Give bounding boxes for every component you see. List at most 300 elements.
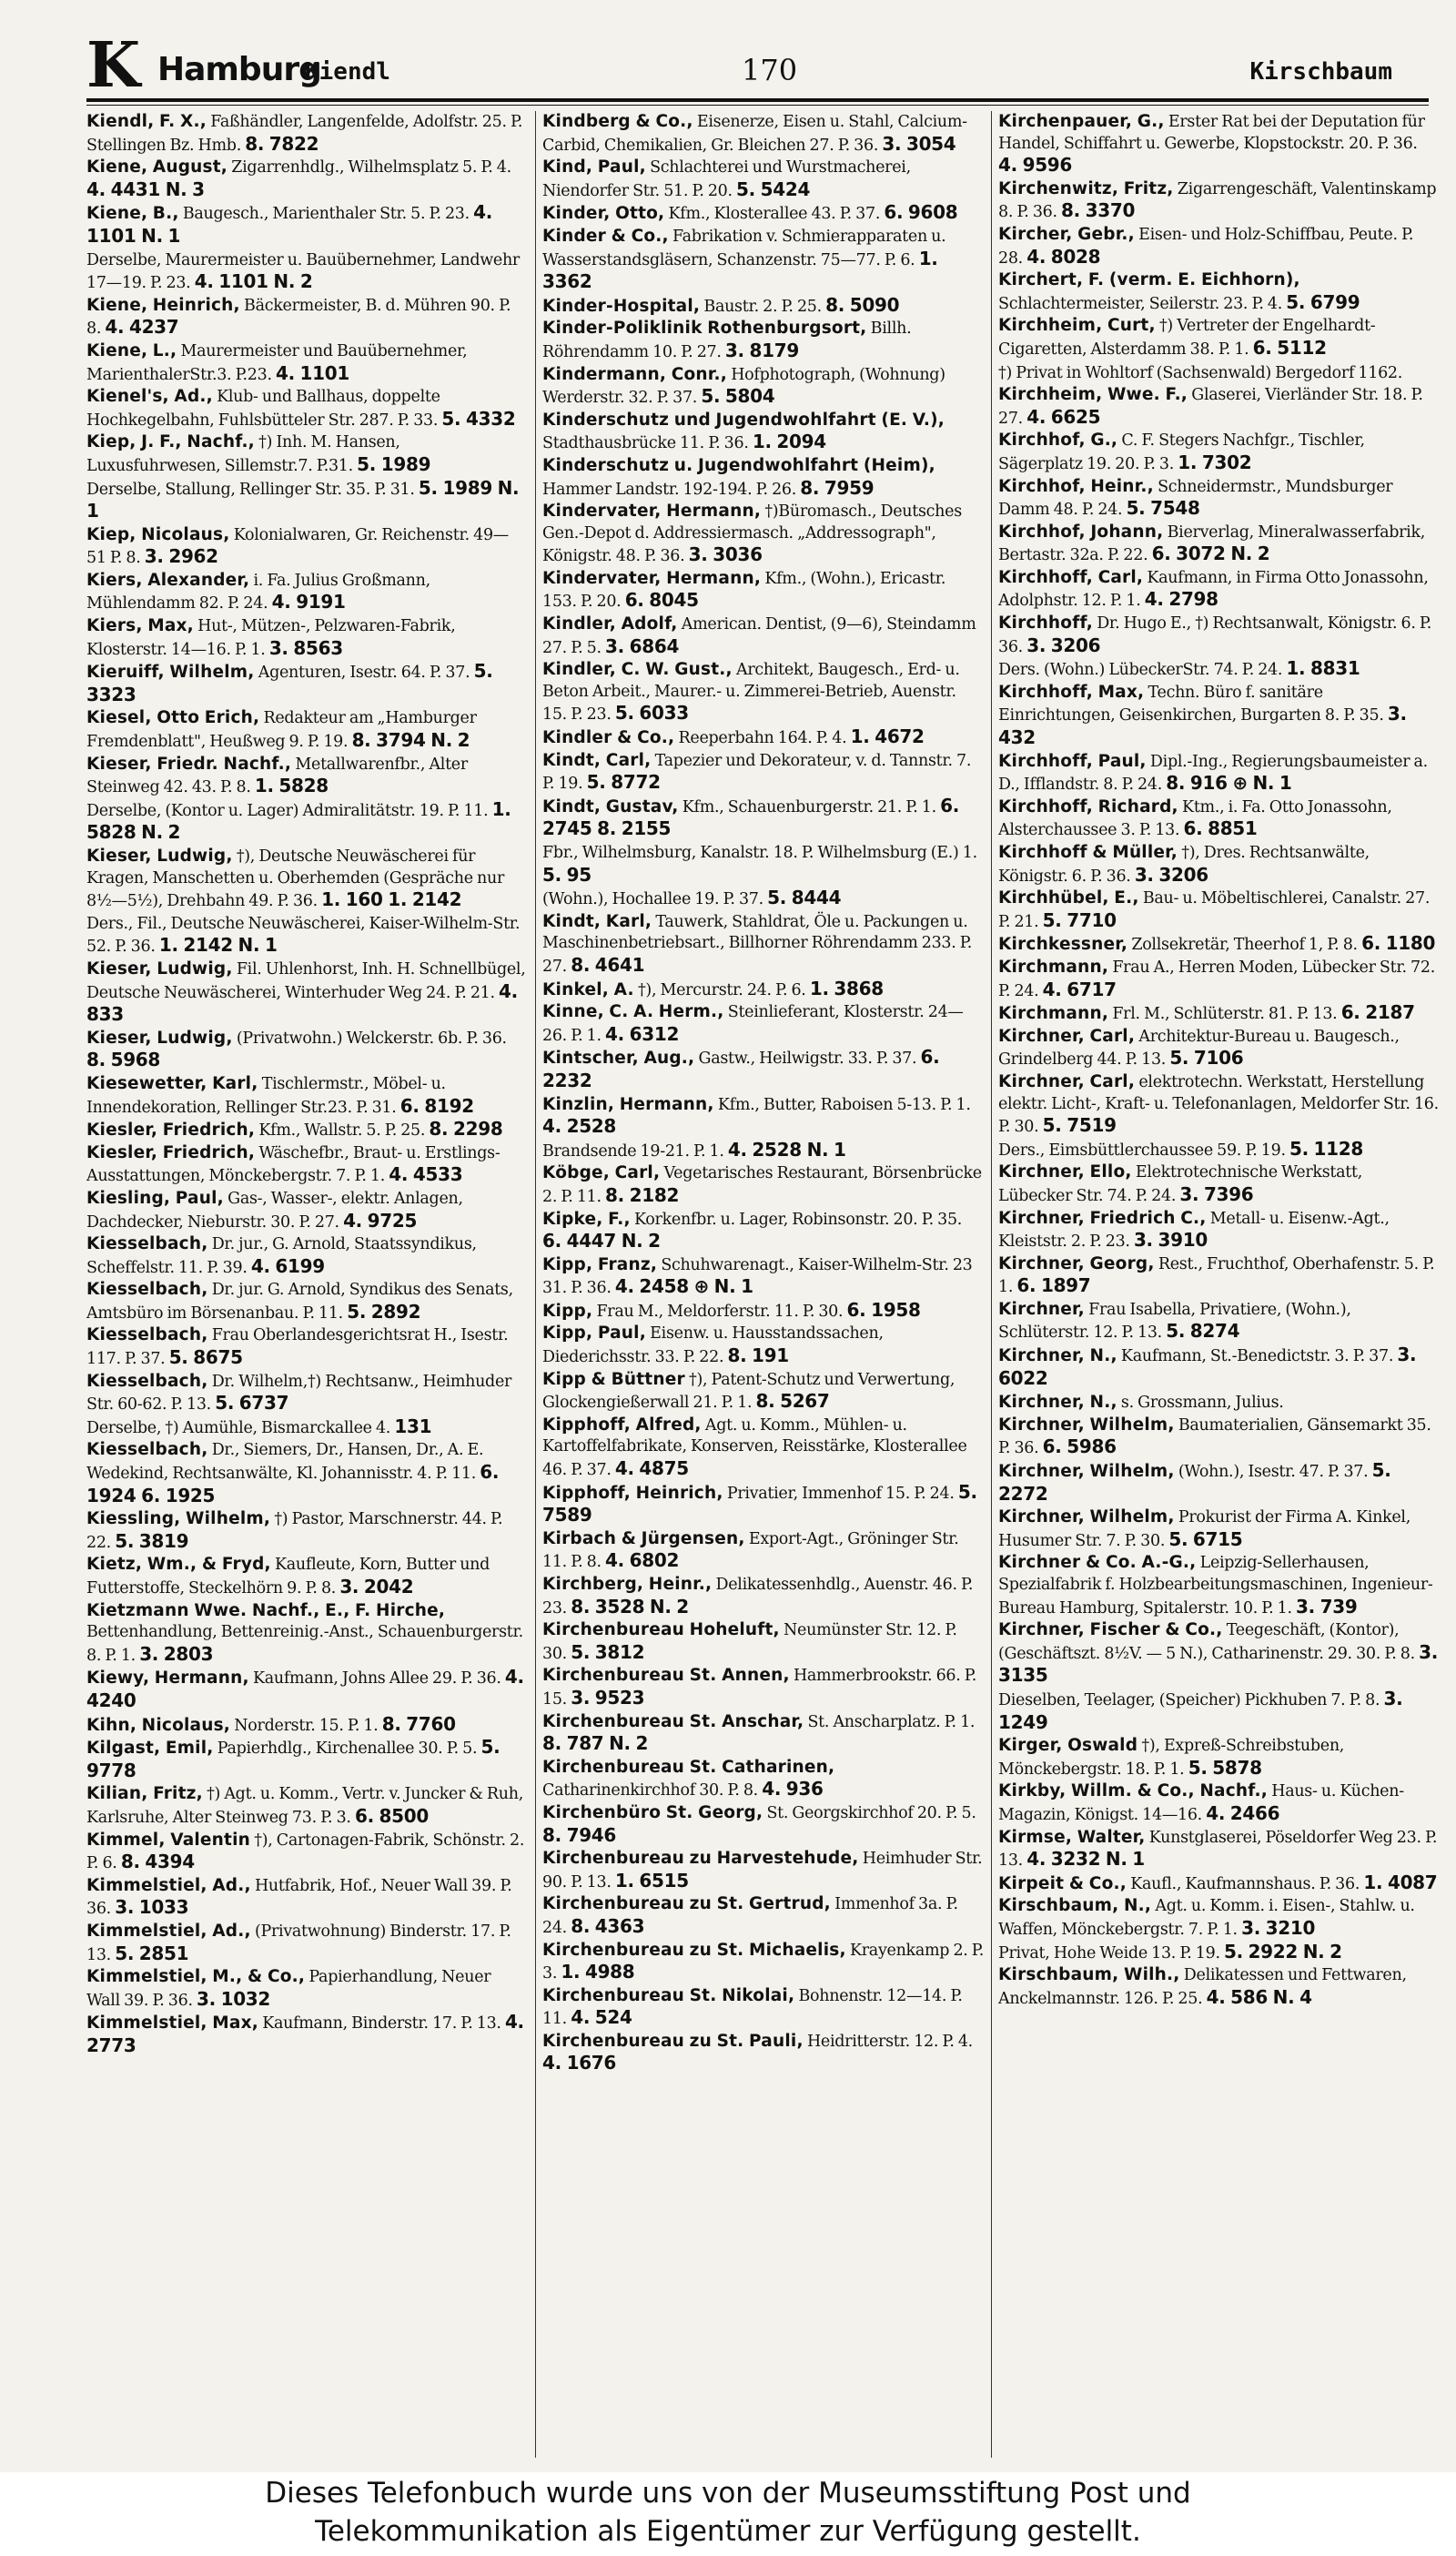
directory-entry [86, 1554, 528, 1599]
directory-entry [86, 1233, 528, 1279]
directory-entry [542, 1893, 984, 1939]
directory-entry [542, 1254, 984, 1300]
entry-phone-number: 5. 7519 [1042, 1114, 1117, 1137]
entry-name: Kirchenbureau zu St. Gertrud, [542, 1894, 831, 1914]
entry-phone-number: 4. 4240 [86, 1666, 524, 1711]
entry-details: Kaufmann, Johns Allee 29. P. 36. [248, 1669, 505, 1689]
entry-details: Tauwerk, Stahldrat, Öle u. Packungen u. Maschinenbetriebsart., Billhorner Röhrendamm 233. P. 27. [542, 912, 972, 976]
entry-details: Kfm., Butter, Raboisen 5-13. P. 1. [713, 1095, 971, 1114]
entry-name: Kindt, Karl, [542, 911, 652, 931]
entry-phone-number: 5. 1128 [1289, 1137, 1364, 1160]
entry-name: Kindt, Gustav, [542, 796, 679, 816]
entry-details: Dr. Wilhelm,†) Rechtsanw., Heimhuder Str. 60-62. P. 13. [86, 1372, 512, 1415]
entry-name: Kietzmann Wwe. Nachf., E., F. Hirche, [86, 1600, 446, 1620]
entry-name: Kirchhof, G., [998, 431, 1118, 451]
directory-entry [542, 1711, 984, 1757]
entry-name: Kimmelstiel, Ad., [86, 1875, 251, 1895]
entry-details: Brandsende 19-21. P. 1. [542, 1141, 728, 1161]
entry-details: Rest., Fruchthof, Oberhafenstr. 5. P. 1. [998, 1254, 1435, 1297]
entry-phone-number: 4. 2466 [1206, 1801, 1280, 1824]
entry-phone-number: 4. 6717 [1042, 978, 1117, 1000]
entry-name: Kimmel, Valentin [86, 1830, 250, 1850]
page-header [86, 29, 1429, 102]
entry-name: Kirchner, Fischer & Co., [998, 1620, 1223, 1640]
entry-details: †)Büromasch., Deutsches Gen.-Depot d. Addressiermasch. „Addressograph", Königstr. 48. P. 36. [542, 502, 962, 566]
entry-phone-number: 6. 8192 [399, 1094, 474, 1117]
entry-name: Kirchberg, Heinr., [542, 1575, 713, 1594]
entry-phone-number: 8. 2182 [605, 1183, 680, 1206]
header-rule-thin [86, 105, 1429, 106]
directory-entry [86, 615, 528, 661]
directory-entry [542, 1415, 984, 1482]
entry-details: (Privatwohn.) Welckerstr. 6b. P. 36. [232, 1029, 507, 1048]
entry-phone-number: 5. 5424 [736, 178, 811, 200]
entry-name: Kiene, August, [86, 157, 228, 178]
directory-entry [998, 1208, 1440, 1253]
entry-name: Kind, Paul, [542, 157, 646, 178]
entry-name: Kirchner, Carl, [998, 1026, 1136, 1046]
directory-entry [542, 226, 984, 295]
directory-entry [86, 1830, 528, 1875]
entry-name: Kirmse, Walter, [998, 1827, 1146, 1847]
entry-phone-number: 5. 8675 [168, 1346, 243, 1369]
directory-entry [542, 1574, 984, 1619]
entry-name: Kindervater, Hermann, [542, 568, 762, 588]
entry-details: Kfm., Schauenburgerstr. 21. P. 1. [678, 797, 941, 816]
directory-entry [86, 1324, 528, 1370]
entry-phone-number: 3. 9523 [571, 1686, 645, 1709]
entry-phone-number: 8. 5267 [755, 1390, 830, 1413]
entry-details: Kfm., Wallstr. 5. P. 25. [255, 1121, 430, 1141]
directory-entry [542, 1300, 984, 1324]
entry-phone-number: 4. 6625 [1026, 405, 1101, 428]
directory-entry [542, 111, 984, 157]
entry-details: Haus- u. Küchen-Magazin, Königst. 14—16. [998, 1782, 1404, 1824]
entry-details: Bierverlag, Mineralwasserfabrik, Bertastr. 32a. P. 22. [998, 522, 1426, 565]
entry-name: Kinder, Otto, [542, 204, 665, 224]
directory-entry [998, 476, 1440, 522]
directory-entry [86, 1714, 528, 1738]
entry-name: Kirchkessner, [998, 935, 1128, 955]
entry-phone-number: 4. 524 [571, 2006, 632, 2029]
entry-details: (Privatwohnung) Binderstr. 17. P. 13. [86, 1922, 511, 1964]
directory-entry [998, 613, 1440, 658]
entry-name: Kimmelstiel, M., & Co., [86, 1967, 306, 1987]
directory-entry [542, 1001, 984, 1047]
entry-name: Kimmelstiel, Max, [86, 2013, 258, 2034]
entry-name: Kirchheim, Curt, [998, 316, 1156, 336]
entry-phone-number: 3. 7396 [1179, 1182, 1254, 1205]
directory-entry [998, 1071, 1440, 1139]
entry-phone-number: 6. 5112 [1252, 336, 1327, 359]
entry-details: Gas-, Wasser-, elektr. Anlagen, Dachdecker, Nieburstr. 30. P. 27. [86, 1189, 463, 1232]
entry-details: Schuhwarenagt., Kaiser-Wilhelm-Str. 23 31. P. 36. [542, 1255, 973, 1298]
directory-entry [86, 1119, 528, 1142]
entry-name: Kirschbaum, Wilh., [998, 1965, 1180, 1985]
directory-entry [542, 796, 984, 842]
directory-entry [86, 2012, 528, 2058]
directory-entry [998, 384, 1440, 430]
entry-name: Kirchner, Wilhelm, [998, 1415, 1175, 1435]
entry-phone-number: 8. 7946 [542, 1823, 617, 1846]
entry-phone-number: 5. 4332 [441, 407, 516, 430]
entry-details: Kaufl., Kaufmannshaus. P. 36. [1126, 1874, 1364, 1893]
directory-entry [542, 1047, 984, 1093]
entry-phone-number: 4. 1101 N. 2 [194, 270, 313, 293]
entry-name: Kirchhof, Heinr., [998, 476, 1154, 496]
entry-name: Kiene, B., [86, 204, 179, 224]
entry-name: Kindt, Carl, [542, 750, 652, 770]
entry-name: Kiessling, Wilhelm, [86, 1509, 271, 1529]
entry-phone-number: 3. 2962 [144, 545, 218, 568]
directory-column-2 [542, 111, 984, 2458]
entry-name: Kinder-Poliklinik Rothenburgsort, [542, 319, 867, 339]
entry-name: Kieser, Ludwig, [86, 958, 233, 979]
entry-name: Kipp, Paul, [542, 1324, 646, 1344]
entry-details: Bohnenstr. 12—14. P. 11. [542, 1986, 963, 2029]
entry-phone-number: 6. 1958 [846, 1298, 921, 1321]
entry-phone-number: 3. 1249 [998, 1687, 1403, 1733]
archive-notice-line-1: Dieses Telefonbuch wurde uns von der Museumsstiftung Post und [265, 2477, 1191, 2510]
entry-phone-number: 3. 2803 [139, 1642, 214, 1665]
entry-details: Fabrikation v. Schmierapparaten u. Wasserstandsgläsern, Schanzenstr. 75—77. P. 6. [542, 227, 946, 269]
entry-details: Zigarrenhdlg., Wilhelmsplatz 5. P. 4. [228, 158, 511, 178]
entry-phone-number: 4. 6802 [605, 1549, 680, 1572]
entry-phone-number: 5. 5804 [701, 385, 775, 408]
entry-phone-number: 1. 2142 N. 1 [158, 934, 278, 957]
directory-entry [542, 455, 984, 501]
entry-details: Dieselben, Teelager, (Speicher) Pickhuben 7. P. 8. [998, 1690, 1384, 1709]
directory-entry [542, 1369, 984, 1415]
entry-details: Norderstr. 15. P. 1. [230, 1716, 382, 1735]
entry-details: Architektur-Bureau u. Baugesch., Grindelberg 44. P. 13. [998, 1027, 1400, 1070]
directory-entry [998, 567, 1440, 613]
directory-entry [998, 933, 1440, 957]
directory-entry [542, 1528, 984, 1574]
entry-phone-number: 5. 7548 [1126, 497, 1200, 520]
entry-phone-number: 4. 3232 N. 1 [1026, 1848, 1145, 1871]
directory-entry [998, 751, 1440, 796]
directory-entry [542, 1757, 984, 1802]
entry-name: Kinder & Co., [542, 226, 669, 246]
entry-phone-number: 8. 7822 [245, 132, 319, 155]
directory-entry [998, 1139, 1440, 1162]
entry-name: Kirchenbureau zu St. Michaelis, [542, 1940, 846, 1960]
entry-phone-number: 4. 9191 [271, 591, 346, 614]
entry-details: Heidritterstr. 12. P. 4. [803, 2032, 973, 2051]
entry-phone-number: 4. 1676 [542, 2052, 617, 2074]
entry-phone-number: 6. 1180 [1361, 932, 1436, 955]
entry-details: Fil. Uhlenhorst, Inh. H. Schnellbügel, Deutsche Neuwäscherei, Winterhuder Weg 24. P. 21. [86, 959, 526, 1002]
entry-name: Kieser, Ludwig, [86, 847, 233, 866]
entry-details: s. Grossmann, Julius. [1117, 1394, 1284, 1413]
entry-phone-number: 5. 6715 [1168, 1527, 1243, 1550]
entry-phone-number: 5. 8772 [586, 771, 661, 794]
directory-entry [86, 1371, 528, 1416]
directory-entry [998, 361, 1440, 385]
entry-name: Kiesselbach, [86, 1234, 208, 1254]
entry-phone-number: 131 [394, 1415, 432, 1437]
entry-name: Kilian, Fritz, [86, 1784, 203, 1804]
entry-details: Immenhof 3a. P. 24. [542, 1895, 958, 1937]
entry-details: Kaufmann, Binderstr. 17. P. 13. [258, 2014, 505, 2034]
entry-details: †), Expreß-Schreibstuben, Mönckebergstr. 18. P. 1. [998, 1737, 1345, 1779]
entry-phone-number: 5. 1989 N. 1 [86, 476, 520, 522]
entry-details: Baustr. 2. P. 25. [700, 297, 826, 316]
directory-entry [86, 1279, 528, 1324]
directory-entry [998, 1506, 1440, 1552]
entry-phone-number: 8. 4394 [120, 1851, 195, 1873]
entry-details: Teegeschäft, (Kontor), (Geschäftszt. 8½V. — 5 N.), Catharinenstr. 29. 30. P. 8. [998, 1621, 1420, 1663]
entry-details: Redakteur am „Hamburger Fremdenblatt", Heußweg 9. P. 19. [86, 709, 477, 752]
entry-phone-number: 4. 6312 [605, 1022, 680, 1045]
entry-name: Kirchner, Friedrich C., [998, 1208, 1207, 1228]
directory-entry [86, 1188, 528, 1233]
entry-phone-number: 5. 5878 [1188, 1756, 1262, 1779]
entry-name: Kirchenbureau St. Nikolai, [542, 1985, 795, 2005]
entry-name: Kiendl, F. X., [86, 112, 207, 131]
entry-details: Bau- u. Möbeltischlerei, Canalstr. 27. P. 21. [998, 889, 1431, 931]
entry-phone-number: 5. 8274 [1166, 1320, 1240, 1343]
entry-name: Kiesselbach, [86, 1325, 208, 1345]
entry-details: Frau A., Herren Moden, Lübecker Str. 72. P. 24. [998, 958, 1435, 1000]
entry-phone-number: 4. 586 N. 4 [1206, 1985, 1312, 2008]
directory-entry [542, 1665, 984, 1710]
directory-entry [542, 501, 984, 568]
entry-name: Kipp, Franz, [542, 1254, 658, 1274]
entry-name: Kinderschutz u. Jugendwohlfahrt (Heim), [542, 455, 935, 475]
directory-entry [542, 726, 984, 750]
directory-entry [998, 1299, 1440, 1344]
entry-name: Kirschbaum, N., [998, 1896, 1152, 1916]
entry-details: Steinlieferant, Klosterstr. 24—26. P. 1. [542, 1003, 964, 1045]
directory-entry [998, 178, 1440, 224]
directory-entry [998, 224, 1440, 269]
entry-details: †) Pastor, Marschnerstr. 44. P. 22. [86, 1510, 503, 1552]
entry-name: Kinderschutz und Jugendwohlfahrt (E. V.), [542, 410, 945, 430]
directory-entry [86, 524, 528, 570]
entry-details: Stadthausbrücke 11. P. 36. [542, 434, 753, 453]
entry-details: Klub- und Ballhaus, doppelte Hochkegelbahn, Fuhlsbütteler Str. 287. P. 33. [86, 388, 442, 430]
entry-details: Papierhdlg., Kirchenallee 30. P. 5. [213, 1740, 481, 1759]
directory-entry [542, 979, 984, 1002]
entry-details: Kunstglaserei, Pöseldorfer Weg 23. P. 13. [998, 1828, 1438, 1871]
entry-name: Kiesselbach, [86, 1280, 208, 1300]
entry-phone-number: 8. 4363 [571, 1914, 645, 1937]
entry-details: †), Cartonagen-Fabrik, Schönstr. 2. P. 6. [86, 1831, 525, 1873]
entry-phone-number: 5. 3812 [571, 1640, 645, 1663]
entry-phone-number: 1. 3868 [809, 977, 884, 999]
directory-entry [998, 796, 1440, 842]
entry-name: Kipphoff, Heinrich, [542, 1483, 723, 1503]
directory-entry [542, 750, 984, 796]
directory-entry [86, 1966, 528, 2012]
entry-phone-number: 4. 9596 [998, 154, 1073, 177]
directory-entry [542, 202, 984, 226]
directory-entry [542, 2031, 984, 2076]
entry-phone-number: 5. 3323 [86, 660, 493, 705]
directory-entry [998, 315, 1440, 360]
entry-details: Dr. jur., G. Arnold, Staatssyndikus, Scheffelstr. 11. P. 39. [86, 1235, 477, 1277]
entry-name: Kiene, L., [86, 340, 177, 360]
directory-entry [86, 1667, 528, 1713]
entry-name: Kirchhoff, Carl, [998, 567, 1144, 587]
entry-name: Kietz, Wm., & Fryd, [86, 1555, 271, 1575]
entry-name: Kirpeit & Co., [998, 1873, 1127, 1893]
entry-phone-number: 4. 936 [762, 1778, 824, 1800]
entry-phone-number: 3. 1033 [115, 1896, 189, 1919]
directory-entry [86, 1600, 528, 1668]
directory-entry [998, 888, 1440, 933]
entry-details: Kaufleute, Korn, Butter und Futterstoffe, Steckelhörn 9. P. 8. [86, 1556, 490, 1598]
entry-phone-number: 1. 4087 [1363, 1871, 1438, 1893]
directory-entry [998, 1827, 1440, 1872]
entry-name: Kirchenbureau Hoheluft, [542, 1620, 780, 1640]
entry-phone-number: 6. 4447 N. 2 [542, 1230, 661, 1253]
entry-details: Hut-, Mützen-, Pelzwaren-Fabrik, Klosterstr. 14—16. P. 1. [86, 617, 456, 659]
directory-entry [542, 1802, 984, 1848]
entry-phone-number: 3. 8563 [268, 636, 343, 659]
directory-entry [998, 1942, 1440, 1965]
directory-column-1 [86, 111, 528, 2458]
entry-phone-number: 1. 5828 [254, 775, 329, 797]
entry-details: Metall- u. Eisenw.-Agt., Kleiststr. 2. P. 23. [998, 1209, 1390, 1252]
entry-details: Hammer Landstr. 192-194. P. 26. [542, 480, 801, 499]
entry-name: Kipp, [542, 1301, 593, 1321]
entry-name: Kieser, Friedr. Nachf., [86, 754, 292, 774]
directory-entry [86, 157, 528, 202]
entry-name: Kirchhoff, Paul, [998, 751, 1147, 771]
directory-entry [86, 799, 528, 846]
entry-phone-number: 8. 3528 N. 2 [571, 1595, 689, 1618]
directory-entry [542, 568, 984, 614]
entry-details: Frau M., Meldorferstr. 11. P. 30. [592, 1302, 847, 1321]
entry-details: †) Agt. u. Komm., Vertr. v. Juncker & Ruh, Karlsruhe, Alter Steinweg 73. P. 3. [86, 1785, 524, 1827]
entry-details: St. Georgskirchhof 20. P. 5. [763, 1803, 976, 1822]
entry-details: Dipl.-Ing., Regierungsbaumeister a. D., Ifflandstr. 8. P. 24. [998, 752, 1428, 795]
entry-details: Frau Oberlandesgerichtsrat H., Isestr. 117. P. 37. [86, 1326, 509, 1369]
directory-entry [998, 957, 1440, 1002]
entry-details: Papierhandlung, Neuer Wall 39. P. 36. [86, 1968, 491, 2010]
entry-details: Kaufmann, St.-Benedictstr. 3. P. 37. [1117, 1347, 1398, 1366]
entry-name: Kirchmann, [998, 1004, 1109, 1024]
entry-details: Ders. (Wohn.) LübeckerStr. 74. P. 24. [998, 661, 1287, 680]
directory-entry [86, 1439, 528, 1508]
directory-entry [86, 913, 528, 958]
directory-entry [542, 1985, 984, 2031]
column-divider [991, 111, 992, 2458]
entry-details: †), Patent-Schutz und Verwertung, Glockengießerwall 21. P. 1. [542, 1370, 956, 1413]
entry-name: Kiep, Nicolaus, [86, 524, 230, 544]
entry-name: Kirchner & Co. A.-G., [998, 1553, 1197, 1573]
directory-entry [86, 661, 528, 707]
entry-details: Vegetarisches Restaurant, Börsenbrücke 2. P. 11. [542, 1164, 982, 1206]
directory-entry [998, 1689, 1440, 1735]
directory-entry [542, 364, 984, 410]
entry-details: St. Anscharplatz. P. 1. [804, 1712, 976, 1731]
entry-details: Fbr., Wilhelmsburg, Kanalstr. 18. P. Wilhelmsburg (E.) 1. [542, 844, 977, 862]
entry-details: elektrotechn. Werkstatt, Herstellung elektr. Licht-, Kraft- u. Telefonanlagen, Meldorfer Str. 16. P. 30. [998, 1072, 1439, 1137]
entry-phone-number: 4. 6199 [250, 1254, 325, 1277]
entry-phone-number: 8. 7959 [800, 476, 875, 499]
entry-details: Billh. Röhrendamm 10. P. 27. [542, 320, 912, 361]
entry-name: Kirkby, Willm. & Co., Nachf., [998, 1781, 1268, 1801]
entry-phone-number: 1. 160 1. 2142 [321, 888, 462, 911]
entry-details: Techn. Büro f. sanitäre Einrichtungen, Geisenkirchen, Burgarten 8. P. 35. [998, 683, 1388, 725]
entry-name: Kirchmann, [998, 957, 1109, 977]
entry-name: Kirchner, Wilhelm, [998, 1462, 1175, 1482]
directory-entry [542, 659, 984, 726]
directory-entry [542, 1619, 984, 1665]
entry-phone-number: 3. 3210 [1241, 1916, 1316, 1939]
entry-phone-number: 4. 2798 [1144, 588, 1218, 611]
directory-entry [998, 1895, 1440, 1941]
archive-notice-line-2: Telekommunikation als Eigentümer zur Verfügung gestellt. [315, 2515, 1141, 2548]
entry-name: Kilgast, Emil, [86, 1739, 214, 1759]
entry-name: Kindler & Co., [542, 728, 675, 748]
entry-phone-number: 1. 8831 [1286, 657, 1360, 680]
entry-name: Kiesler, Friedrich, [86, 1121, 256, 1141]
entry-details: Zigarrengeschäft, Valentinskamp 8. P. 36. [998, 179, 1437, 222]
entry-phone-number: 4. 2773 [86, 2011, 524, 2056]
entry-details: Krayenkamp 2. P. 3. [542, 1941, 984, 1983]
entry-phone-number: 5. 95 [542, 863, 592, 886]
entry-details: American. Dentist, (9—6), Steindamm 27. P. 5. [542, 615, 976, 657]
entry-details: i. Fa. Julius Großmann, Mühlendamm 82. P. 24. [86, 571, 430, 614]
directory-entry [86, 1028, 528, 1073]
entry-phone-number: 4. 2458 ⊕ N. 1 [614, 1275, 753, 1298]
entry-name: Kindler, C. W. Gust., [542, 660, 733, 680]
entry-phone-number: 3. 1032 [197, 1987, 271, 2010]
entry-phone-number: 5. 8444 [767, 887, 842, 909]
directory-entry [86, 478, 528, 524]
entry-details: Metallwarenfbr., Alter Steinweg 42. 43. P. 8. [86, 755, 468, 797]
entry-phone-number: 4. 2528 N. 1 [727, 1138, 846, 1161]
directory-entry [86, 1073, 528, 1119]
entry-phone-number: 3. 3036 [688, 543, 763, 566]
directory-entry [542, 1323, 984, 1368]
directory-entry [542, 1140, 984, 1163]
entry-phone-number: 4. 1101 [275, 361, 350, 384]
directory-entry [86, 431, 528, 477]
directory-entry [86, 1875, 528, 1921]
entry-details: Elektrotechnische Werkstatt, Lübecker Str. 74. P. 24. [998, 1163, 1362, 1205]
entry-phone-number: 4. 4237 [105, 316, 179, 339]
entry-details: Architekt, Baugesch., Erd- u. Beton Arbeit., Maurer.- u. Zimmerei-Betrieb, Auenstr. 15. P. 23. [542, 661, 960, 725]
entry-details: †), Deutsche Neuwäscherei für Kragen, Manschetten u. Oberhemden (Gespräche nur 8½—5½), Drehbahn 49. P. 36. [86, 847, 505, 911]
entry-phone-number: 8. 7760 [381, 1712, 456, 1735]
entry-details: Tischlermstr., Möbel- u. Innendekoration, Rellinger Str.23. P. 31. [86, 1074, 446, 1117]
directory-entry [542, 157, 984, 202]
entry-name: Kirchenbureau zu Harvestehude, [542, 1849, 859, 1869]
entry-name: Kipp & Büttner [542, 1369, 685, 1389]
directory-entry [86, 1921, 528, 1966]
entry-name: Kirchner, N., [998, 1393, 1117, 1413]
entry-details: †) Privat in Wohltorf (Sachsenwald) Bergedorf 1162. [998, 363, 1403, 382]
entry-name: Kirchenbüro St. Georg, [542, 1802, 763, 1822]
entry-name: Kiene, Heinrich, [86, 295, 240, 315]
entry-phone-number: 5. 7106 [1169, 1047, 1244, 1070]
entry-details: Derselbe, (Kontor u. Lager) Admiralitätstr. 19. P. 11. [86, 801, 492, 820]
entry-name: Kirchner, Carl, [998, 1071, 1136, 1091]
directory-entry [998, 111, 1440, 178]
directory-entry [998, 1002, 1440, 1026]
entry-details: Gastw., Heilwigstr. 33. P. 37. [694, 1050, 921, 1069]
entry-name: Kintscher, Aug., [542, 1049, 695, 1069]
entry-name: Kinder-Hospital, [542, 296, 701, 316]
directory-entry [998, 682, 1440, 751]
entry-name: Kirchenbureau St. Catharinen, [542, 1757, 835, 1777]
